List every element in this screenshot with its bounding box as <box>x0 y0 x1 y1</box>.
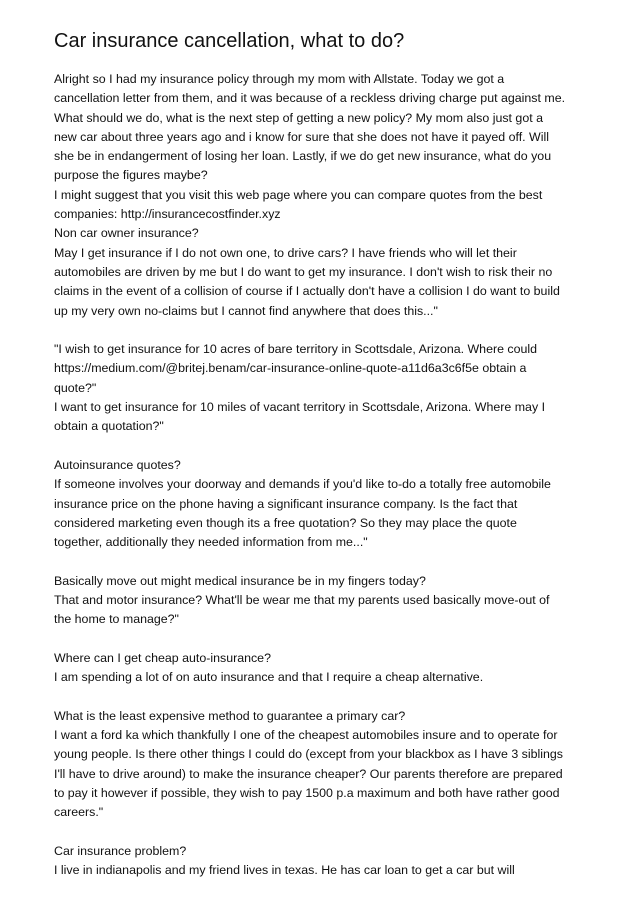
text-line: That and motor insurance? What'll be wear me that my parents used basically move-out of <box>54 593 550 608</box>
text-line: careers." <box>54 805 104 820</box>
document-body <box>54 70 599 880</box>
text-line: I live in indianapolis and my friend lives in texas. He has car loan to get a car but will <box>54 863 515 878</box>
text-line: What is the least expensive method to guarantee a primary car? <box>54 708 406 723</box>
text-line: Autoinsurance quotes? <box>54 457 181 472</box>
page-title: Car insurance cancellation, what to do? <box>54 30 405 52</box>
text-line: she be in endangerment of losing her loan. Lastly, if we do get new insurance, what do you <box>54 149 552 164</box>
text-line: companies: http://insurancecostfinder.xyz <box>54 207 281 222</box>
text-line: Non car owner insurance? <box>54 226 199 241</box>
paragraph-spacer <box>54 823 599 842</box>
text-line: I want to get insurance for 10 miles of vacant territory in Scottsdale, Arizona. Where may I <box>54 400 546 415</box>
text-line: cancellation letter from them, and it was because of a reckless driving charge put against me. <box>54 91 566 106</box>
text-line: Alright so I had my insurance policy through my mom with Allstate. Today we got a <box>54 72 505 86</box>
paragraph-spacer <box>54 630 599 649</box>
text-line: purpose the figures maybe? <box>54 168 208 183</box>
text-line: "I wish to get insurance for 10 acres of bare territory in Scottsdale, Arizona. Where could <box>54 342 538 357</box>
text-line: up my very own no-claims but I cannot find anywhere that does this..." <box>54 303 438 318</box>
paragraph-spacer <box>54 437 599 456</box>
text-line: new car about three years ago and i know for sure that she does not have it payed off. Will <box>54 129 549 144</box>
text-line: May I get insurance if I do not own one, to drive cars? I have friends who will let their <box>54 245 517 260</box>
text-line: If someone involves your doorway and demands if you'd like to-do a totally free automobile <box>54 477 551 492</box>
text-line: https://medium.com/@britej.benam/car-insurance-online-quote-a11d6a3c6f5e obtain a <box>54 361 527 376</box>
text-line: I might suggest that you visit this web page where you can compare quotes from the best <box>54 187 543 202</box>
text-line: to pay it however if possible, they wish to pay 1500 p.a maximum and both have rather good <box>54 785 560 800</box>
text-line: quote?" <box>54 380 97 395</box>
text-line: claims in the event of a collision of course if I actually don't have a collision I do want to build <box>54 284 560 299</box>
text-line: What should we do, what is the next step of getting a new policy? My mom also just got a <box>54 110 543 125</box>
text-line: I want a ford ka which thankfully I one of the cheapest automobiles insure and to operate for <box>54 728 558 743</box>
text-line: I'll have to drive around) to make the insurance cheaper? Our parents therefore are prepared <box>54 766 563 781</box>
text-line: automobiles are driven by me but I do want to get my insurance. I don't wish to risk their no <box>54 264 553 279</box>
text-line: I am spending a lot of on auto insurance and that I require a cheap alternative. <box>54 670 484 685</box>
text-line: considered marketing even though its a free quotation? So they may place the quote <box>54 515 517 530</box>
text-line: young people. Is there other things I could do (except from your blackbox as I have 3 siblings <box>54 747 563 762</box>
text-line: Basically move out might medical insurance be in my fingers today? <box>54 573 426 588</box>
text-line: the home to manage?" <box>54 612 179 627</box>
paragraph-spacer <box>54 552 599 571</box>
paragraph-spacer <box>54 688 599 707</box>
text-line: Where can I get cheap auto-insurance? <box>54 650 271 665</box>
text-line: together, additionally they needed information from me..." <box>54 535 368 550</box>
text-line: Car insurance problem? <box>54 843 187 858</box>
paragraph-spacer <box>54 321 599 340</box>
text-line: insurance price on the phone having a significant insurance company. Is the fact that <box>54 496 518 511</box>
text-line: obtain a quotation?" <box>54 419 164 434</box>
